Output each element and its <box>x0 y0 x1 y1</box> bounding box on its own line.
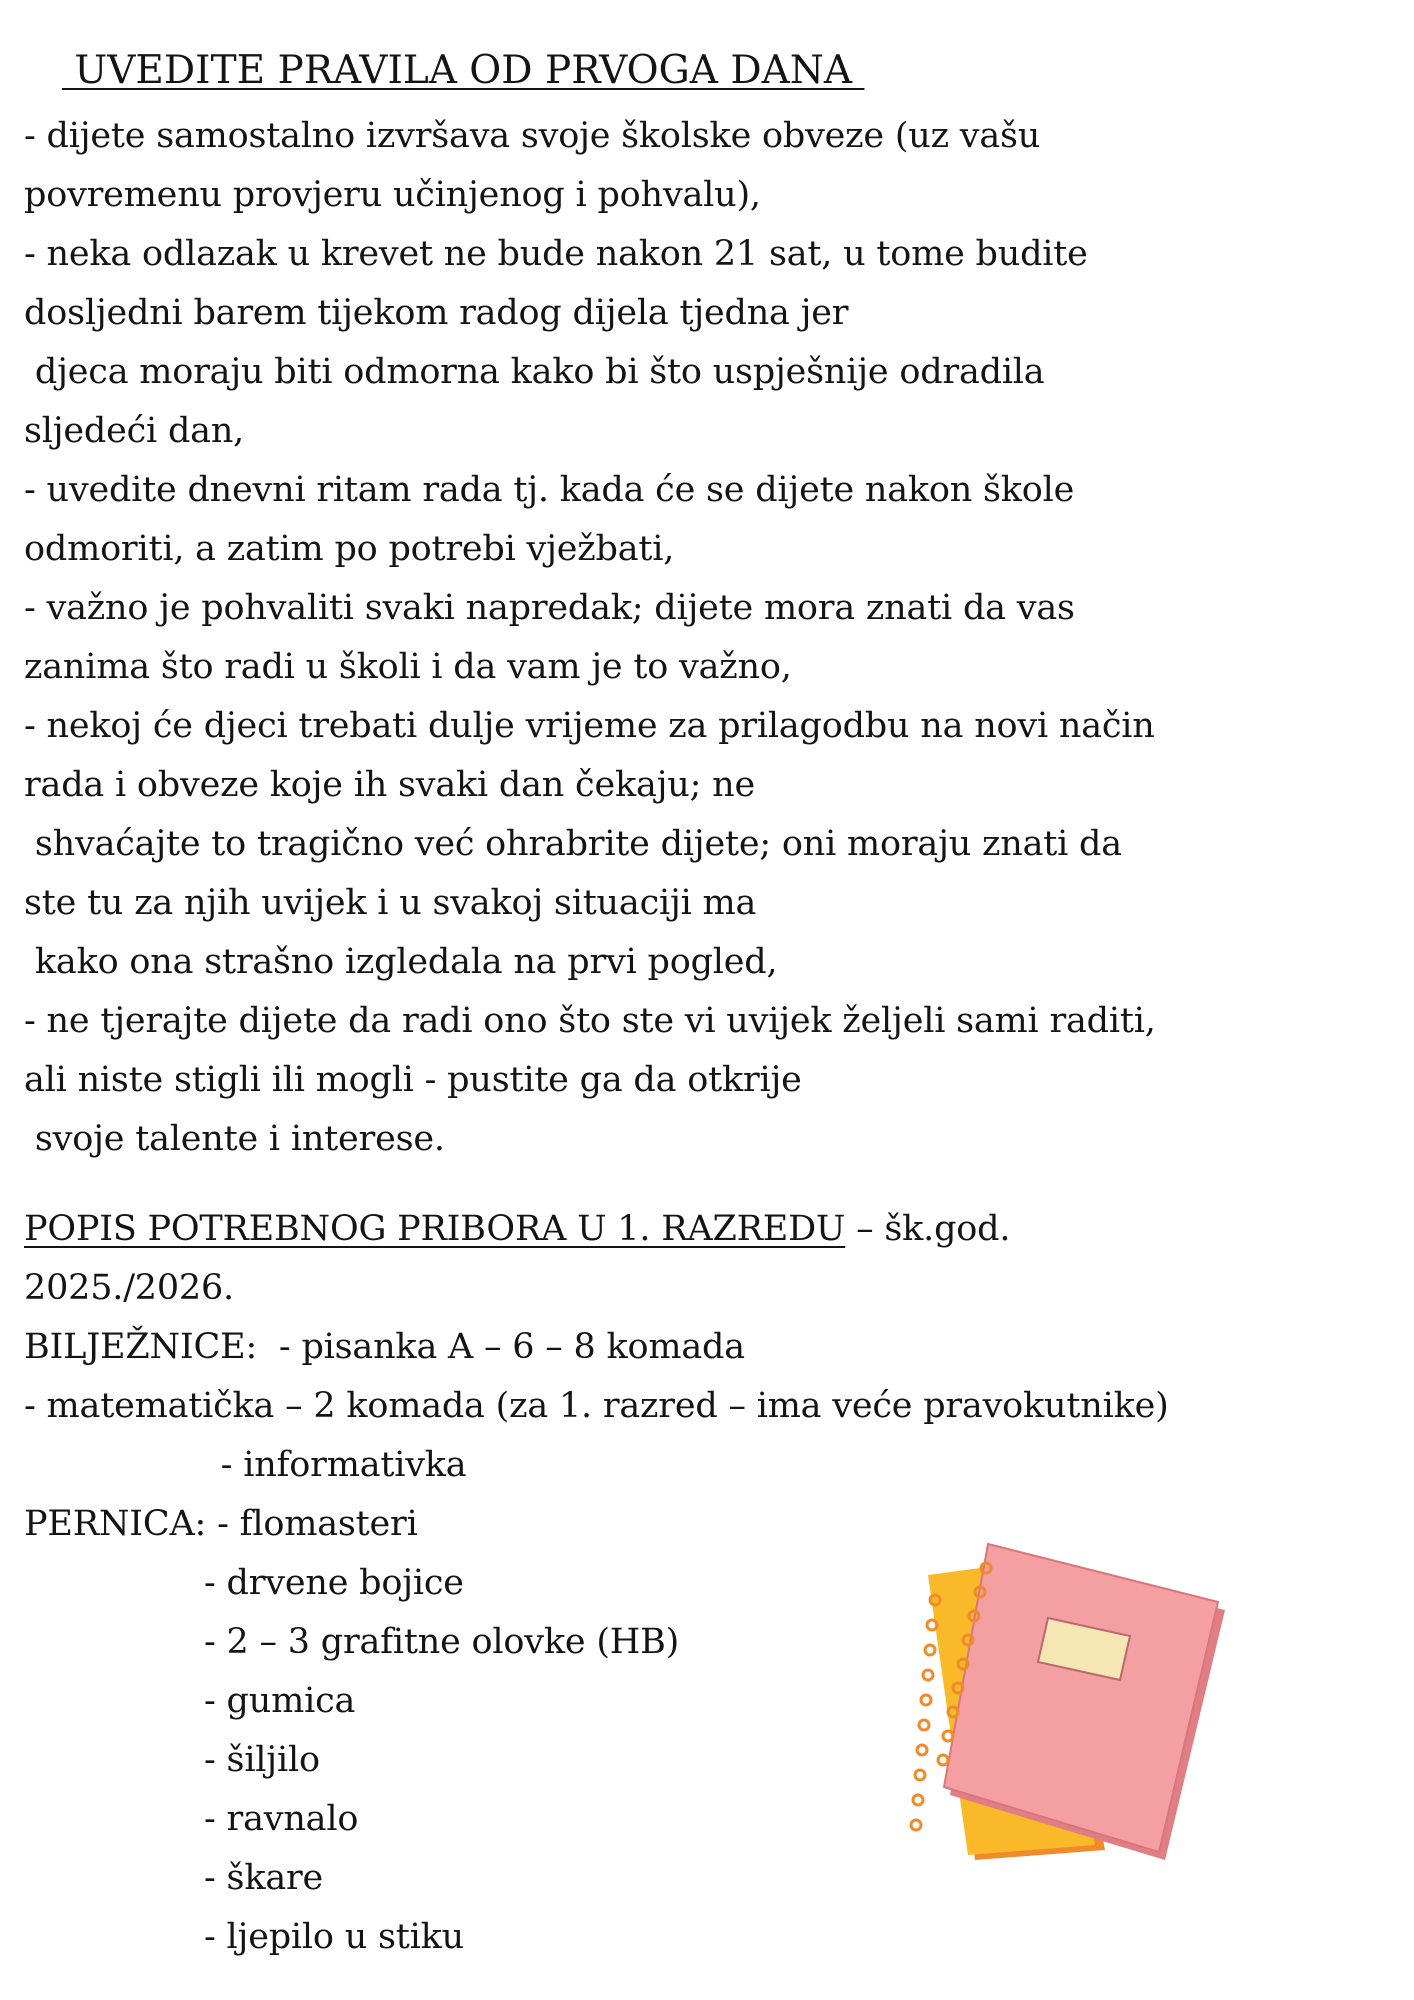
rules-line: - ne tjerajte dijete da radi ono što ste vi uvijek željeli sami raditi, <box>24 1001 1156 1041</box>
rules-line: shvaćajte to tragično već ohrabrite dijete; oni moraju znati da <box>24 824 1122 864</box>
rules-line: dosljedni barem tijekom radog dijela tjedna jer <box>24 293 849 333</box>
rules-line: rada i obveze koje ih svaki dan čekaju; ne <box>24 765 756 805</box>
supplies-heading-suffix: – šk.god. <box>845 1209 1011 1249</box>
school-year: 2025./2026. <box>24 1268 234 1308</box>
pencil-case-item: - ravnalo <box>204 1799 359 1839</box>
notebooks-item: - pisanka A – 6 – 8 komada <box>257 1327 745 1367</box>
rules-line: zanima što radi u školi i da vam je to važno, <box>24 647 792 687</box>
rules-title: UVEDITE PRAVILA OD PRVOGA DANA <box>62 48 865 93</box>
pencil-case-item: - šiljilo <box>204 1740 320 1780</box>
pencil-case-label: PERNICA: <box>24 1504 207 1544</box>
rules-line: - uvedite dnevni ritam rada tj. kada će se dijete nakon škole <box>24 470 1075 510</box>
supplies-heading: POPIS POTREBNOG PRIBORA U 1. RAZREDU <box>24 1209 846 1249</box>
pencil-case-item: - 2 – 3 grafitne olovke (HB) <box>204 1622 680 1662</box>
rules-line: povremenu provjeru učinjenog i pohvalu), <box>24 175 761 215</box>
rules-line: djeca moraju biti odmorna kako bi što uspješnije odradila <box>24 352 1045 392</box>
pencil-case-item: - ljepilo u stiku <box>204 1917 464 1957</box>
pencil-case-item: - škare <box>204 1858 324 1898</box>
notebooks-icon <box>880 1530 1250 1870</box>
notebooks-item: - informativka <box>24 1445 467 1485</box>
rules-line: - neka odlazak u krevet ne bude nakon 21 sat, u tome budite <box>24 234 1088 274</box>
pencil-case-item: - flomasteri <box>206 1504 418 1544</box>
rules-line: - nekoj će djeci trebati dulje vrijeme za prilagodbu na novi način <box>24 706 1155 746</box>
supplies-heading-line <box>24 1200 1394 1259</box>
notebooks-line <box>24 1318 1394 1377</box>
rules-line: svoje talente i interese. <box>24 1119 445 1159</box>
rules-list <box>24 107 1394 1169</box>
pencil-case-item: - drvene bojice <box>204 1563 464 1603</box>
rules-line: - važno je pohvaliti svaki napredak; dijete mora znati da vas <box>24 588 1075 628</box>
rules-line: kako ona strašno izgledala na prvi pogled, <box>24 942 778 982</box>
notebooks-label: BILJEŽNICE: <box>24 1327 258 1367</box>
rules-line: ste tu za njih uvijek i u svakoj situaciji ma <box>24 883 757 923</box>
pencil-case-item: - gumica <box>204 1681 356 1721</box>
rules-line: sljedeći dan, <box>24 411 245 451</box>
rules-line: - dijete samostalno izvršava svoje školske obveze (uz vašu <box>24 116 1041 156</box>
notebooks-item: - matematička – 2 komada (za 1. razred – ima veće pravokutnike) <box>24 1386 1169 1426</box>
rules-line: ali niste stigli ili mogli - pustite ga da otkrije <box>24 1060 802 1100</box>
rules-line: odmoriti, a zatim po potrebi vježbati, <box>24 529 675 569</box>
